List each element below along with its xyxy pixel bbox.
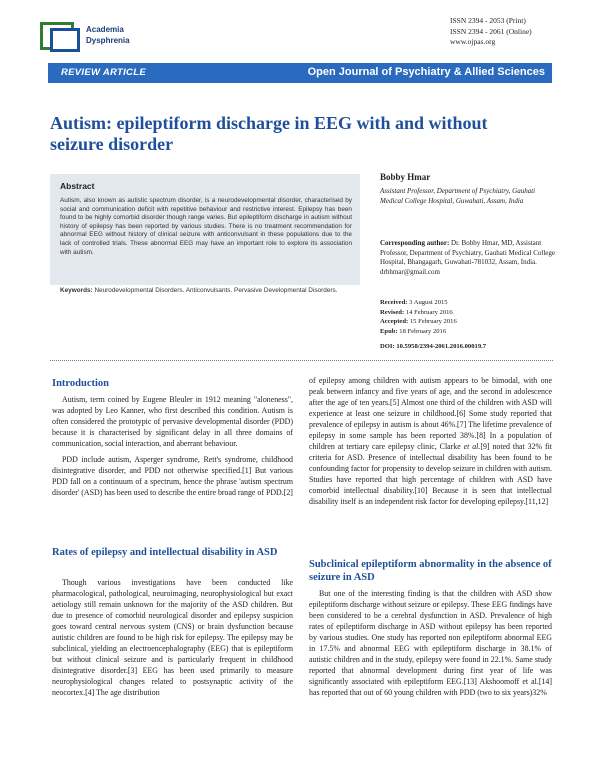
intro-paragraph-2: PDD include autism, Asperger syndrome, Rett's syndrome, childhood disintegrative disorder, and PDD not otherwise specified.[1] But various PDD fall on a continuum of a spectrum, hence the phrase 'autism spectrum disorder' (ASD) has been used to describe the entire broad range of PDD.[2] [52,455,293,497]
introduction-body [52,394,293,498]
section-divider [50,360,553,361]
abstract-heading: Abstract [60,181,95,191]
article-type: REVIEW ARTICLE [61,67,146,78]
accepted-value: 15 February 2016 [409,318,457,325]
abstract-text: Autism, also known as autistic spectrum disorder, is a neurodevelopmental disorder, characterised by social and communication deficit with repetitive behaviour and restrictive interest. Epilepsy has been found to be highly comorbid disorder though range varies. But epileptiform discharge in autism without history of epilepsy has been reported by various studies. There is no treatment recommendation for abnormal EEG without history of clinical seizure with anticonvulsant in these populations due to the lack of controlled trials. These abnormal EEG may have an important role to explore its association with autism. [60,197,352,256]
keywords-text: Neurodevelopmental Disorders. Anticonvulsants. Pervasive Developmental Disorders. [94,287,338,294]
intro-paragraph-1: Autism, term coined by Eugene Bleuler in 1912 meaning "aloneness", was adopted by Leo Kanner, who first described this condition. Autism is often considered the prototypic of pervasive developmental disorder (PDD) because it is characterised by significant delay in all three domains of communication, social interaction, and aberrant behaviour. [52,395,293,448]
publisher-name-line1: Academia [86,25,124,34]
rates-body [52,577,293,698]
right-paragraph-1-part-b: [9] noted that 32% fit criteria for ASD. Presence of intellectual disability has been found to be confounding factor for propensity to develop seizure in children with autism. Studies have reported that high percentage of children with ASD have comorbid intellectual disability.[10] Because it is seen that intellectual disability itself is an independent risk factor for developing epilepsy.[11,12] [309,442,553,506]
et-al: et al. [463,442,481,451]
issn-print: ISSN 2394 - 2053 (Print) [450,16,526,25]
journal-name: Open Journal of Psychiatry & Allied Sciences [307,66,545,78]
revised-date [380,308,555,318]
article-title: Autism: epileptiform discharge in EEG with and without seizure disorder [50,113,488,154]
author-affiliation: Assistant Professor, Department of Psychiatry, Gauhati Medical College Hospital, Guwahati, Assam, India [380,187,536,205]
subclinical-body [309,588,552,698]
rates-heading: Rates of epilepsy and intellectual disability in ASD [52,547,278,558]
publisher-name [86,24,130,46]
author-name: Bobby Hmar [380,172,431,182]
keywords [60,287,352,296]
revised-value: 14 February 2016 [405,308,453,316]
journal-logo-inner [50,28,80,52]
keywords-label: Keywords: [60,287,93,294]
accepted-label: Accepted: [380,318,409,325]
subclinical-heading: Subclinical epileptiform abnormality in the absence of seizure in ASD [309,559,552,583]
accepted-date [380,317,555,327]
corresponding-author [380,239,555,278]
subclinical-paragraph-1: But one of the interesting finding is that the children with ASD show epileptiform discharge without seizure or epilepsy. These EEG findings have been considered to be a cerebral dysfunction in ASD. Prevalence of high rates of epileptiform discharge in ASD without epilepsy has been reported by various studies. One study has reported non epileptiform abnormal EEG in 17.5% and abnormal EEG with epileptiform discharge in 38.1% of autistic children and in the study, epilepsy were found in 22.1%. Same study reported that abnormal development during first year of life was significantly associated with epileptiform EEG.[13] Akshoomoff et al.[14] has reported that out of 60 young children with PDD (two to six years)32% [309,589,552,697]
doi [380,343,555,350]
epub-value: 18 February 2016 [399,327,447,335]
epub-date [380,327,555,337]
right-column-body [309,375,552,507]
doi-value[interactable]: 10.5958/2394-2061.2016.00019.7 [396,343,487,350]
issn-online: ISSN 2394 - 2061 (Online) [450,26,532,36]
right-paragraph-1 [309,375,552,507]
issn-block [450,16,532,48]
received-value: 3 August 2015 [409,299,448,306]
received-label: Received: [380,299,408,306]
epub-label: Epub: [380,327,398,335]
introduction-heading: Introduction [52,378,109,389]
corresponding-author-label: Corresponding author: [380,239,450,247]
doi-label: DOI: [380,343,395,350]
publisher-name-line2: Dysphrenia [86,36,130,45]
rates-paragraph-1: Though various investigations have been conducted like pharmacological, pathological, neuroimaging, neurophysiological but exact aetiology still remain unknown for the majority of the ASD children. But due to presence of comorbid neurological disorder and epilepsy suspicion goes toward central nervous system (CNS) or brain dysfunction because autistic children are found to be high risk for epilepsy. The epilepsy may be subclinical, yielding an electroencephalography (EEG) that is epileptiform but without clinical seizure and is particularly frequent in childhood disintegrative disorder.[3] EEG has been used primarily to measure neurophysiological changes related to postsynaptic activity of the neocortex.[4] The age distribution [52,578,293,697]
received-date [380,298,555,308]
right-paragraph-1-part-a: of epilepsy among children with autism appears to be bimodal, with one peak between infancy and five years of age, and the second in adolescence after the age of ten years.[5] Almost one third of the children with ASD will experience at least one seizure in childhood.[6] Some study reported that prevalence of epilepsy in autism is about 46%.[7] The lifetime prevalence of epilepsy in some sample has been reported 38%.[8] In a population of children at tertiary care epilepsy clinic, Clarke [309,376,552,451]
journal-website[interactable]: www.ojpas.org [450,37,496,46]
article-dates [380,298,555,336]
revised-label: Revised: [380,308,405,316]
corresponding-author-text: Dr. Bobby Hmar, MD, Assistant Professor, Department of Psychiatry, Gauhati Medical College Hospital, Bhangagarh, Guwahati-781032, Assam, India. drbhmar@gmail.com [380,239,555,277]
